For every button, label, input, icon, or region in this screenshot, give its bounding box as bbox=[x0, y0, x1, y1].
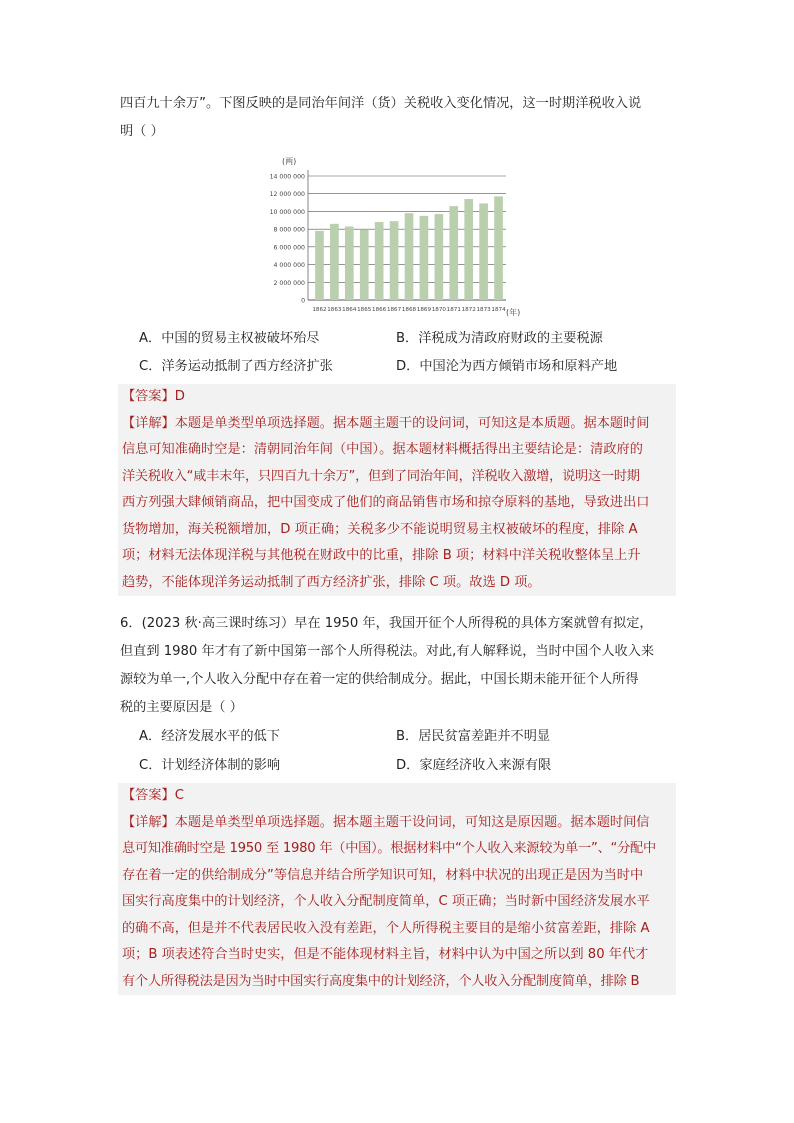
explanation-line: 项；材料无法体现洋税与其他税在财政中的比重，排除 B 项；材料中洋关税收整体呈上升 bbox=[122, 548, 641, 563]
option-b[interactable]: B．居民贫富差距并不明显 bbox=[396, 729, 551, 744]
bar-1864 bbox=[345, 226, 354, 300]
x-tick-label: 1869 bbox=[416, 307, 432, 313]
x-tick-label: 1864 bbox=[342, 307, 357, 313]
explanation-line: 的确不高，但是并不代表居民收入没有差距，个人所得税主要目的是缩小贫富差距，排除 A bbox=[122, 920, 650, 936]
question-6-stem bbox=[120, 610, 676, 722]
bar-1866 bbox=[375, 222, 384, 300]
explanation-line: 【详解】本题是单类型单项选择题。据本题主题干设问词，可知这是原因题。据本题时间信 bbox=[122, 814, 650, 830]
option-a[interactable]: A．经济发展水平的低下 bbox=[139, 729, 280, 744]
y-tick-label: 0 bbox=[301, 297, 305, 305]
y-axis-unit-label: (两) bbox=[282, 157, 297, 166]
bar-1874 bbox=[494, 196, 503, 300]
x-tick-label: 1872 bbox=[461, 307, 476, 313]
bar-1869 bbox=[420, 216, 429, 300]
bar-1872 bbox=[464, 199, 473, 300]
bar-1862 bbox=[315, 231, 324, 300]
y-tick-label: 12 000 000 bbox=[269, 191, 305, 199]
stem-line: 税的主要原因是（ ） bbox=[120, 700, 243, 715]
explanation-line: 西方列强大肆倾销商品，把中国变成了他们的商品销售市场和掠夺原料的基地，导致进出口 bbox=[122, 495, 650, 510]
y-tick-label: 8 000 000 bbox=[273, 226, 305, 234]
x-tick-label: 1874 bbox=[491, 307, 506, 313]
bar-1871 bbox=[449, 206, 458, 300]
bar-1868 bbox=[405, 213, 414, 300]
stem-line: 源较为单一,个人收入分配中存在着一定的供给制成分。据此，中国长期未能开征个人所得 bbox=[120, 672, 639, 687]
explanation-line: 项；B 项表述符合当时史实，但是不能体现材料主旨，材料中认为中国之所以到 80 年代才 bbox=[122, 947, 649, 962]
explanation-line: 【详解】本题是单类型单项选择题。据本题主题干的设问词，可知这是本质题。据本题时间 bbox=[122, 415, 650, 431]
bar-1873 bbox=[479, 203, 488, 300]
explanation-line: 洋关税收入“咸丰末年，只四百九十余万”，但到了同治年间，洋税收入激增，说明这一时期 bbox=[122, 468, 640, 484]
chart-bars bbox=[315, 196, 503, 300]
x-axis-unit-label: (年) bbox=[506, 308, 521, 317]
x-tick-label: 1868 bbox=[401, 307, 417, 313]
option-c[interactable]: C．洋务运动抵制了西方经济扩张 bbox=[139, 359, 333, 374]
question-5-stem bbox=[120, 90, 676, 146]
option-c[interactable]: C．计划经济体制的影响 bbox=[139, 758, 281, 773]
explanation-line: 存在着一定的供给制成分”等信息并结合所学知识可知，材料中状况的出现正是因为当时中 bbox=[122, 867, 644, 883]
x-tick-label: 1870 bbox=[431, 307, 446, 313]
x-tick-label: 1873 bbox=[476, 307, 491, 313]
explanation-line: 息可知准确时空是 1950 至 1980 年（中国）。根据材料中“个人收入来源较为单一”、“分配中 bbox=[122, 841, 656, 856]
answer-label: 【答案】D bbox=[122, 389, 185, 404]
y-tick-label: 6 000 000 bbox=[273, 244, 305, 252]
x-tick-label: 1871 bbox=[446, 307, 461, 313]
explanation-line: 信息可知准确时空是：清朝同治年间（中国）。据本题材料概括得出主要结论是：清政府的 bbox=[122, 442, 643, 457]
stem-line: 四百九十余万”。下图反映的是同治年间洋（货）关税收入变化情况，这一时期洋税收入说 bbox=[120, 96, 642, 111]
explanation-line: 趋势，不能体现洋务运动抵制了西方经济扩张，排除 C 项。故选 D 项。 bbox=[122, 574, 541, 590]
chart-y-ticks bbox=[270, 174, 306, 305]
chart-x-ticks bbox=[312, 307, 506, 313]
explanation-line: 国实行高度集中的计划经济，个人收入分配制度简单，C 项正确；当时新中国经济发展水平 bbox=[122, 894, 650, 909]
explanation-line: 有个人所得税法是因为当时中国实行高度集中的计划经济，个人收入分配制度简单，排除 B bbox=[122, 973, 640, 989]
option-b[interactable]: B．洋税成为清政府财政的主要税源 bbox=[396, 331, 603, 346]
y-tick-label: 14 000 000 bbox=[269, 173, 305, 181]
y-tick-label: 4 000 000 bbox=[273, 262, 305, 270]
stem-line: 6．(2023 秋·高三课时练习）早在 1950 年，我国开征个人所得税的具体方案就曾有拟定， bbox=[120, 616, 653, 631]
stem-line: 但直到 1980 年才有了新中国第一部个人所得税法。对此,有人解释说，当时中国个人收入来 bbox=[120, 644, 655, 659]
x-tick-label: 1866 bbox=[372, 307, 387, 313]
bar-1867 bbox=[390, 221, 399, 300]
question-5-answer-block bbox=[118, 384, 676, 596]
y-tick-label: 2 000 000 bbox=[273, 279, 305, 287]
x-tick-label: 1867 bbox=[386, 307, 402, 313]
answer-label: 【答案】C bbox=[122, 788, 184, 803]
bar-1865 bbox=[360, 230, 369, 300]
x-tick-label: 1865 bbox=[357, 307, 372, 313]
explanation-line: 货物增加，海关税额增加，D 项正确；关税多少不能说明贸易主权被破坏的程度，排除 A bbox=[122, 521, 638, 537]
stem-line: 明（ ） bbox=[120, 124, 164, 139]
option-a[interactable]: A．中国的贸易主权被破坏殆尽 bbox=[139, 331, 320, 346]
question-6-answer-block bbox=[118, 783, 676, 995]
x-tick-label: 1862 bbox=[312, 307, 327, 313]
bar-1870 bbox=[435, 214, 444, 300]
y-tick-label: 10 000 000 bbox=[269, 208, 305, 216]
option-d[interactable]: D．家庭经济收入来源有限 bbox=[396, 758, 552, 773]
customs-revenue-bar-chart bbox=[262, 150, 530, 322]
x-tick-label: 1863 bbox=[327, 307, 342, 313]
option-d[interactable]: D．中国沦为西方倾销市场和原料产地 bbox=[396, 359, 618, 374]
bar-1863 bbox=[330, 224, 339, 300]
